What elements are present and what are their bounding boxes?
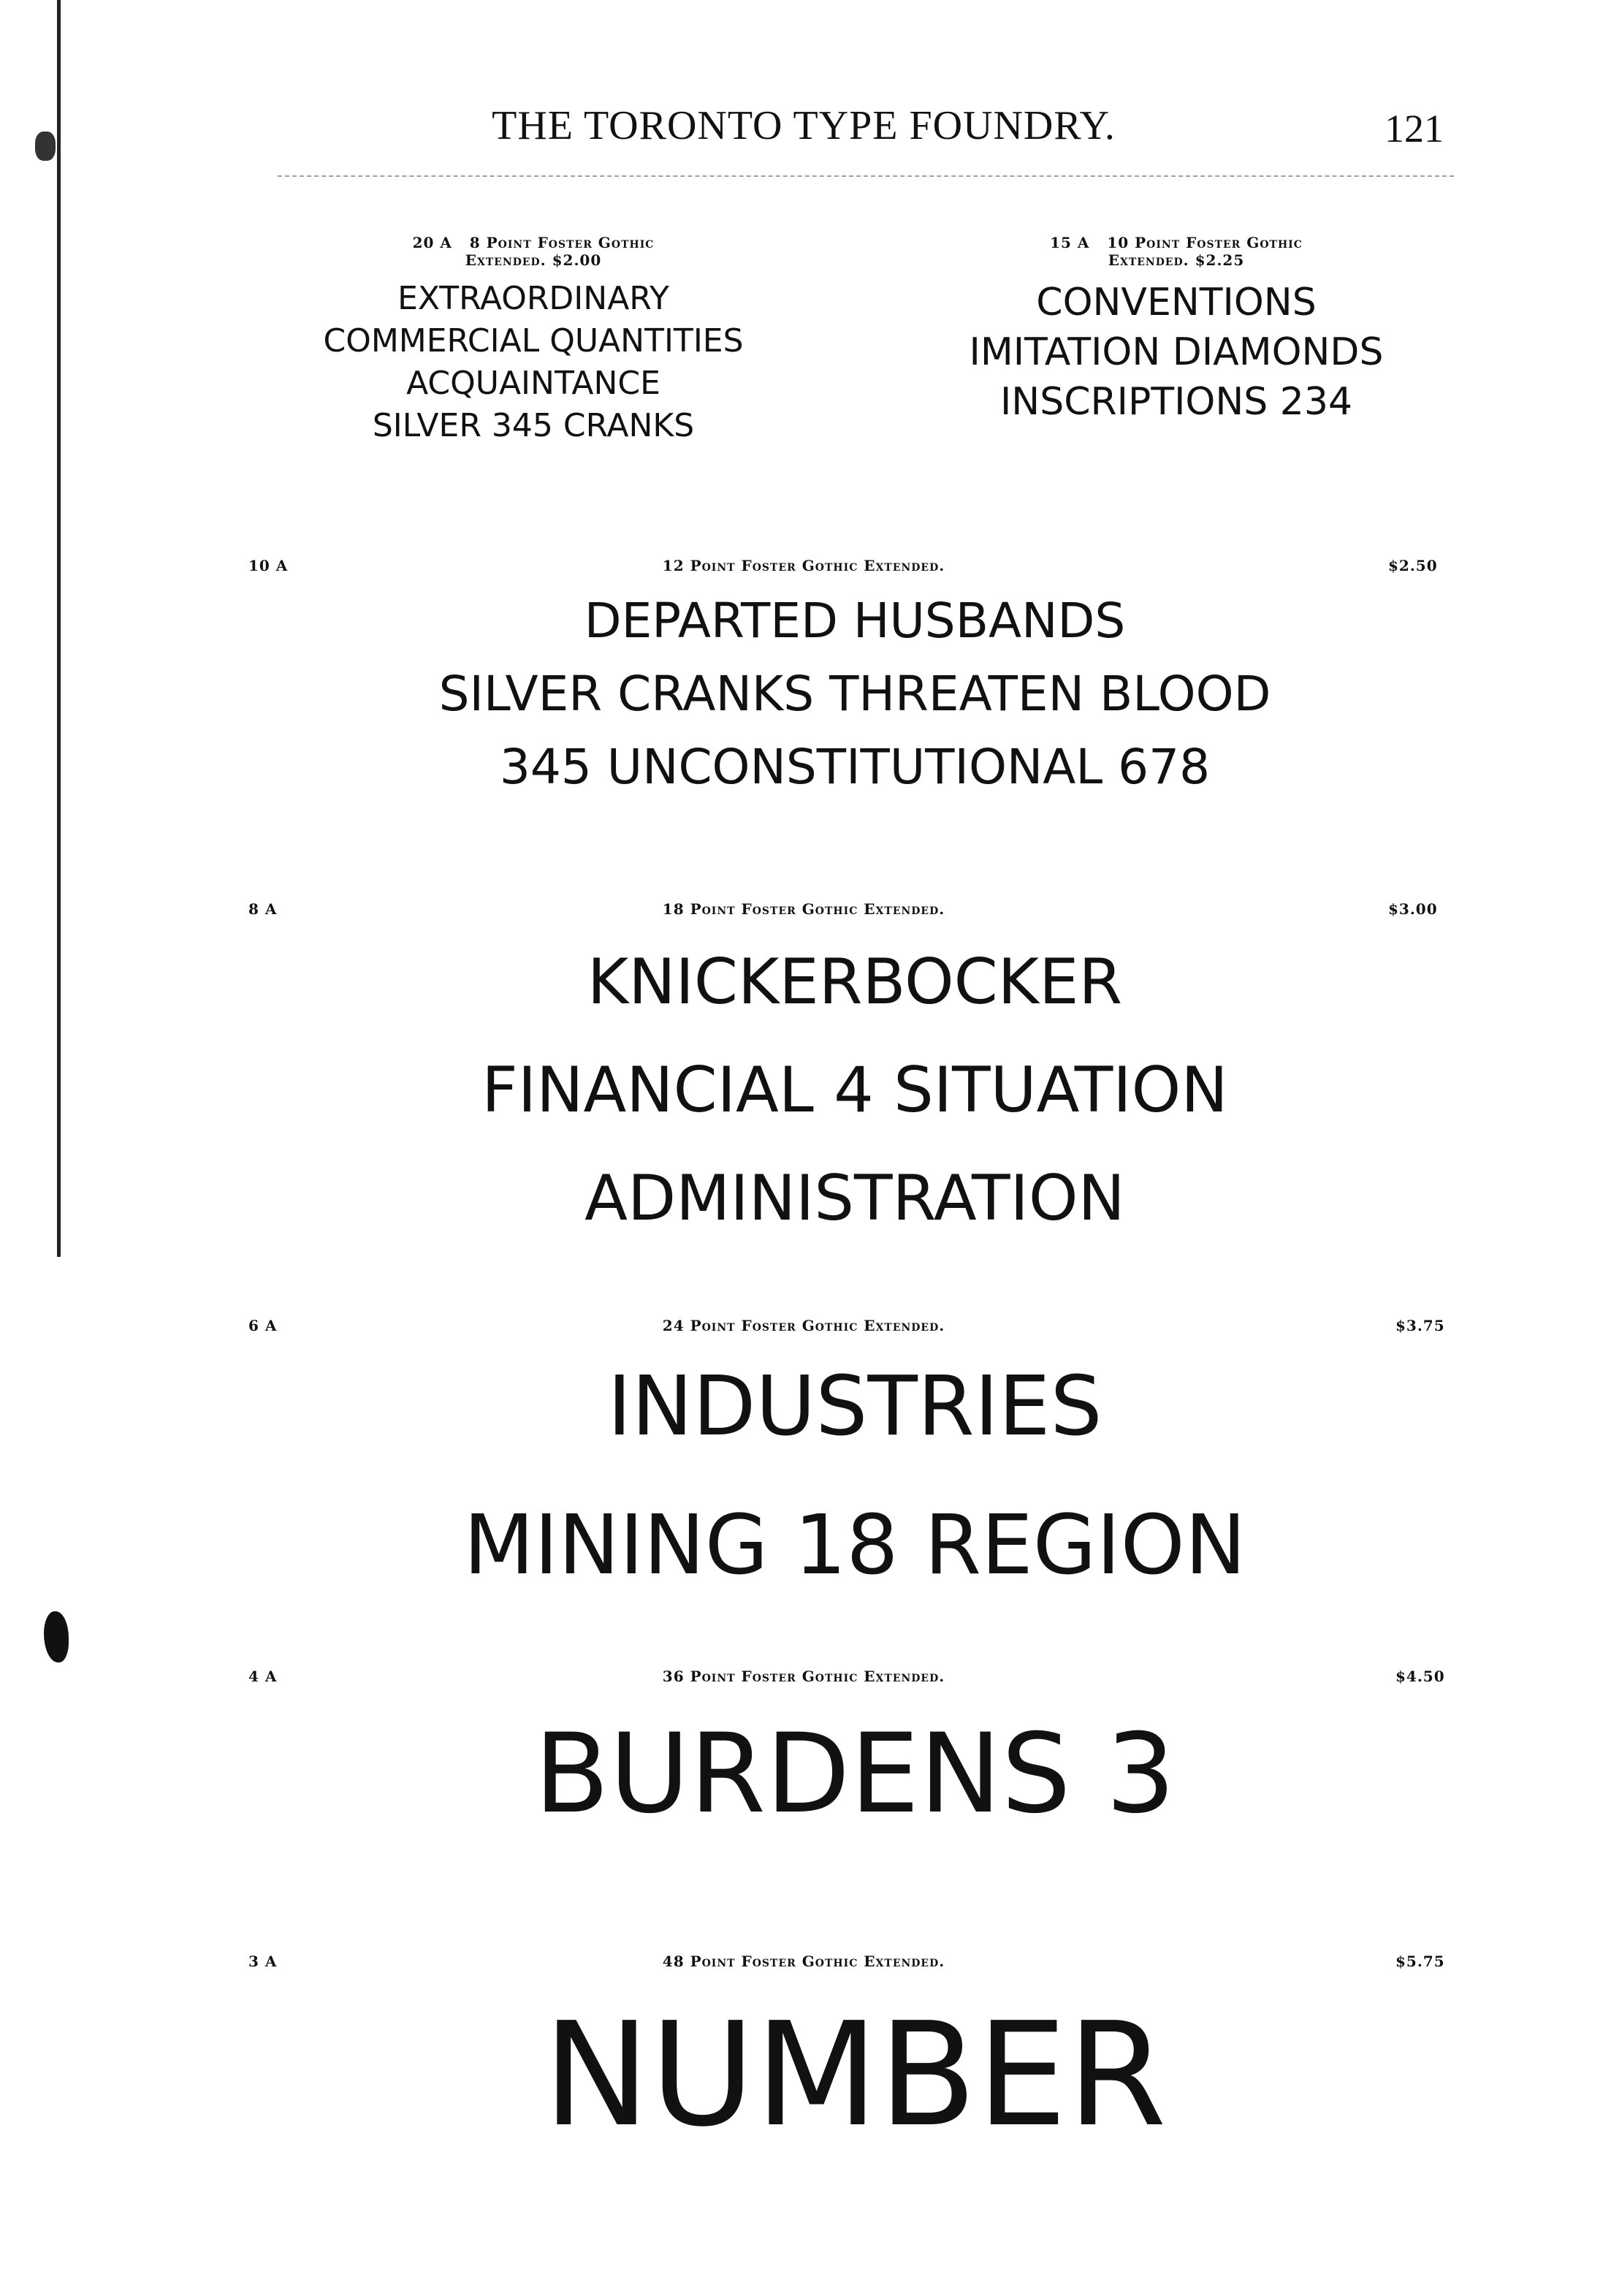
specimen-line: FINANCIAL 4 SITUATION: [481, 1054, 1228, 1127]
page-number: 121: [1385, 107, 1444, 151]
margin-scan-line: [57, 0, 61, 1257]
specimen-line: ADMINISTRATION: [584, 1162, 1125, 1235]
specimen-line: NUMBER: [543, 1992, 1167, 2159]
specimen-36pt-lines: [219, 1694, 1490, 1855]
specimen-18pt-price: $3.00: [1388, 900, 1438, 918]
specimen-line: COMMERCIAL QUANTITIES: [323, 322, 744, 360]
specimen-12pt-quantity: 10 A: [248, 557, 289, 574]
specimen-8pt-spec-line1: 20 A 8 Point Foster Gothic: [412, 234, 655, 251]
specimen-36pt-price: $4.50: [1395, 1668, 1445, 1685]
specimen-8pt: [241, 234, 826, 468]
specimen-line: EXTRAORDINARY: [397, 280, 669, 317]
specimen-line: CONVENTIONS: [1036, 281, 1317, 324]
specimen-24pt-lines: [219, 1337, 1490, 1615]
specimen-24pt-quantity: 6 A: [248, 1317, 278, 1334]
specimen-line: IMITATION DIAMONDS: [969, 330, 1384, 374]
specimen-8pt-spec-line2: Extended. $2.00: [465, 251, 602, 269]
specimen-18pt-name: 18 Point Foster Gothic Extended.: [662, 900, 945, 918]
specimen-line: SILVER 345 CRANKS: [372, 407, 695, 444]
margin-ink-blot: [44, 1611, 69, 1662]
specimen-48pt-lines: [219, 1980, 1490, 2170]
specimen-line: SILVER CRANKS THREATEN BLOOD: [438, 666, 1271, 722]
specimen-36pt-name: 36 Point Foster Gothic Extended.: [662, 1668, 945, 1685]
specimen-line: 345 UNCONSTITUTIONAL 678: [499, 739, 1211, 795]
specimen-12pt-name: 12 Point Foster Gothic Extended.: [662, 557, 945, 574]
specimen-12pt-price: $2.50: [1388, 557, 1438, 574]
specimen-48pt-name: 48 Point Foster Gothic Extended.: [662, 1953, 945, 1970]
specimen-10pt-spec-line1: 15 A 10 Point Foster Gothic: [1050, 234, 1303, 251]
specimen-24pt-price: $3.75: [1395, 1317, 1445, 1334]
specimen-line: INDUSTRIES: [607, 1359, 1102, 1454]
specimen-24pt-name: 24 Point Foster Gothic Extended.: [662, 1317, 945, 1334]
specimen-line: KNICKERBOCKER: [587, 946, 1123, 1019]
page-header: [438, 102, 1169, 153]
header-title: THE TORONTO TYPE FOUNDRY.: [492, 103, 1116, 148]
header-rule: [278, 175, 1454, 177]
specimen-36pt-quantity: 4 A: [248, 1668, 278, 1685]
specimen-10pt-spec-line2: Extended. $2.25: [1108, 251, 1245, 269]
specimen-line: MINING 18 REGION: [463, 1498, 1246, 1593]
specimen-line: INSCRIPTIONS 234: [999, 380, 1353, 424]
specimen-line: BURDENS 3: [534, 1711, 1176, 1838]
specimen-10pt: [862, 234, 1490, 468]
specimen-12pt-lines: [219, 585, 1490, 804]
margin-ink-mark: [35, 132, 56, 161]
specimen-18pt-lines: [219, 928, 1490, 1252]
specimen-48pt-price: $5.75: [1395, 1953, 1445, 1970]
specimen-18pt-quantity: 8 A: [248, 900, 278, 918]
specimen-48pt-quantity: 3 A: [248, 1953, 278, 1970]
specimen-line: ACQUAINTANCE: [406, 365, 660, 402]
specimen-line: DEPARTED HUSBANDS: [584, 593, 1126, 649]
